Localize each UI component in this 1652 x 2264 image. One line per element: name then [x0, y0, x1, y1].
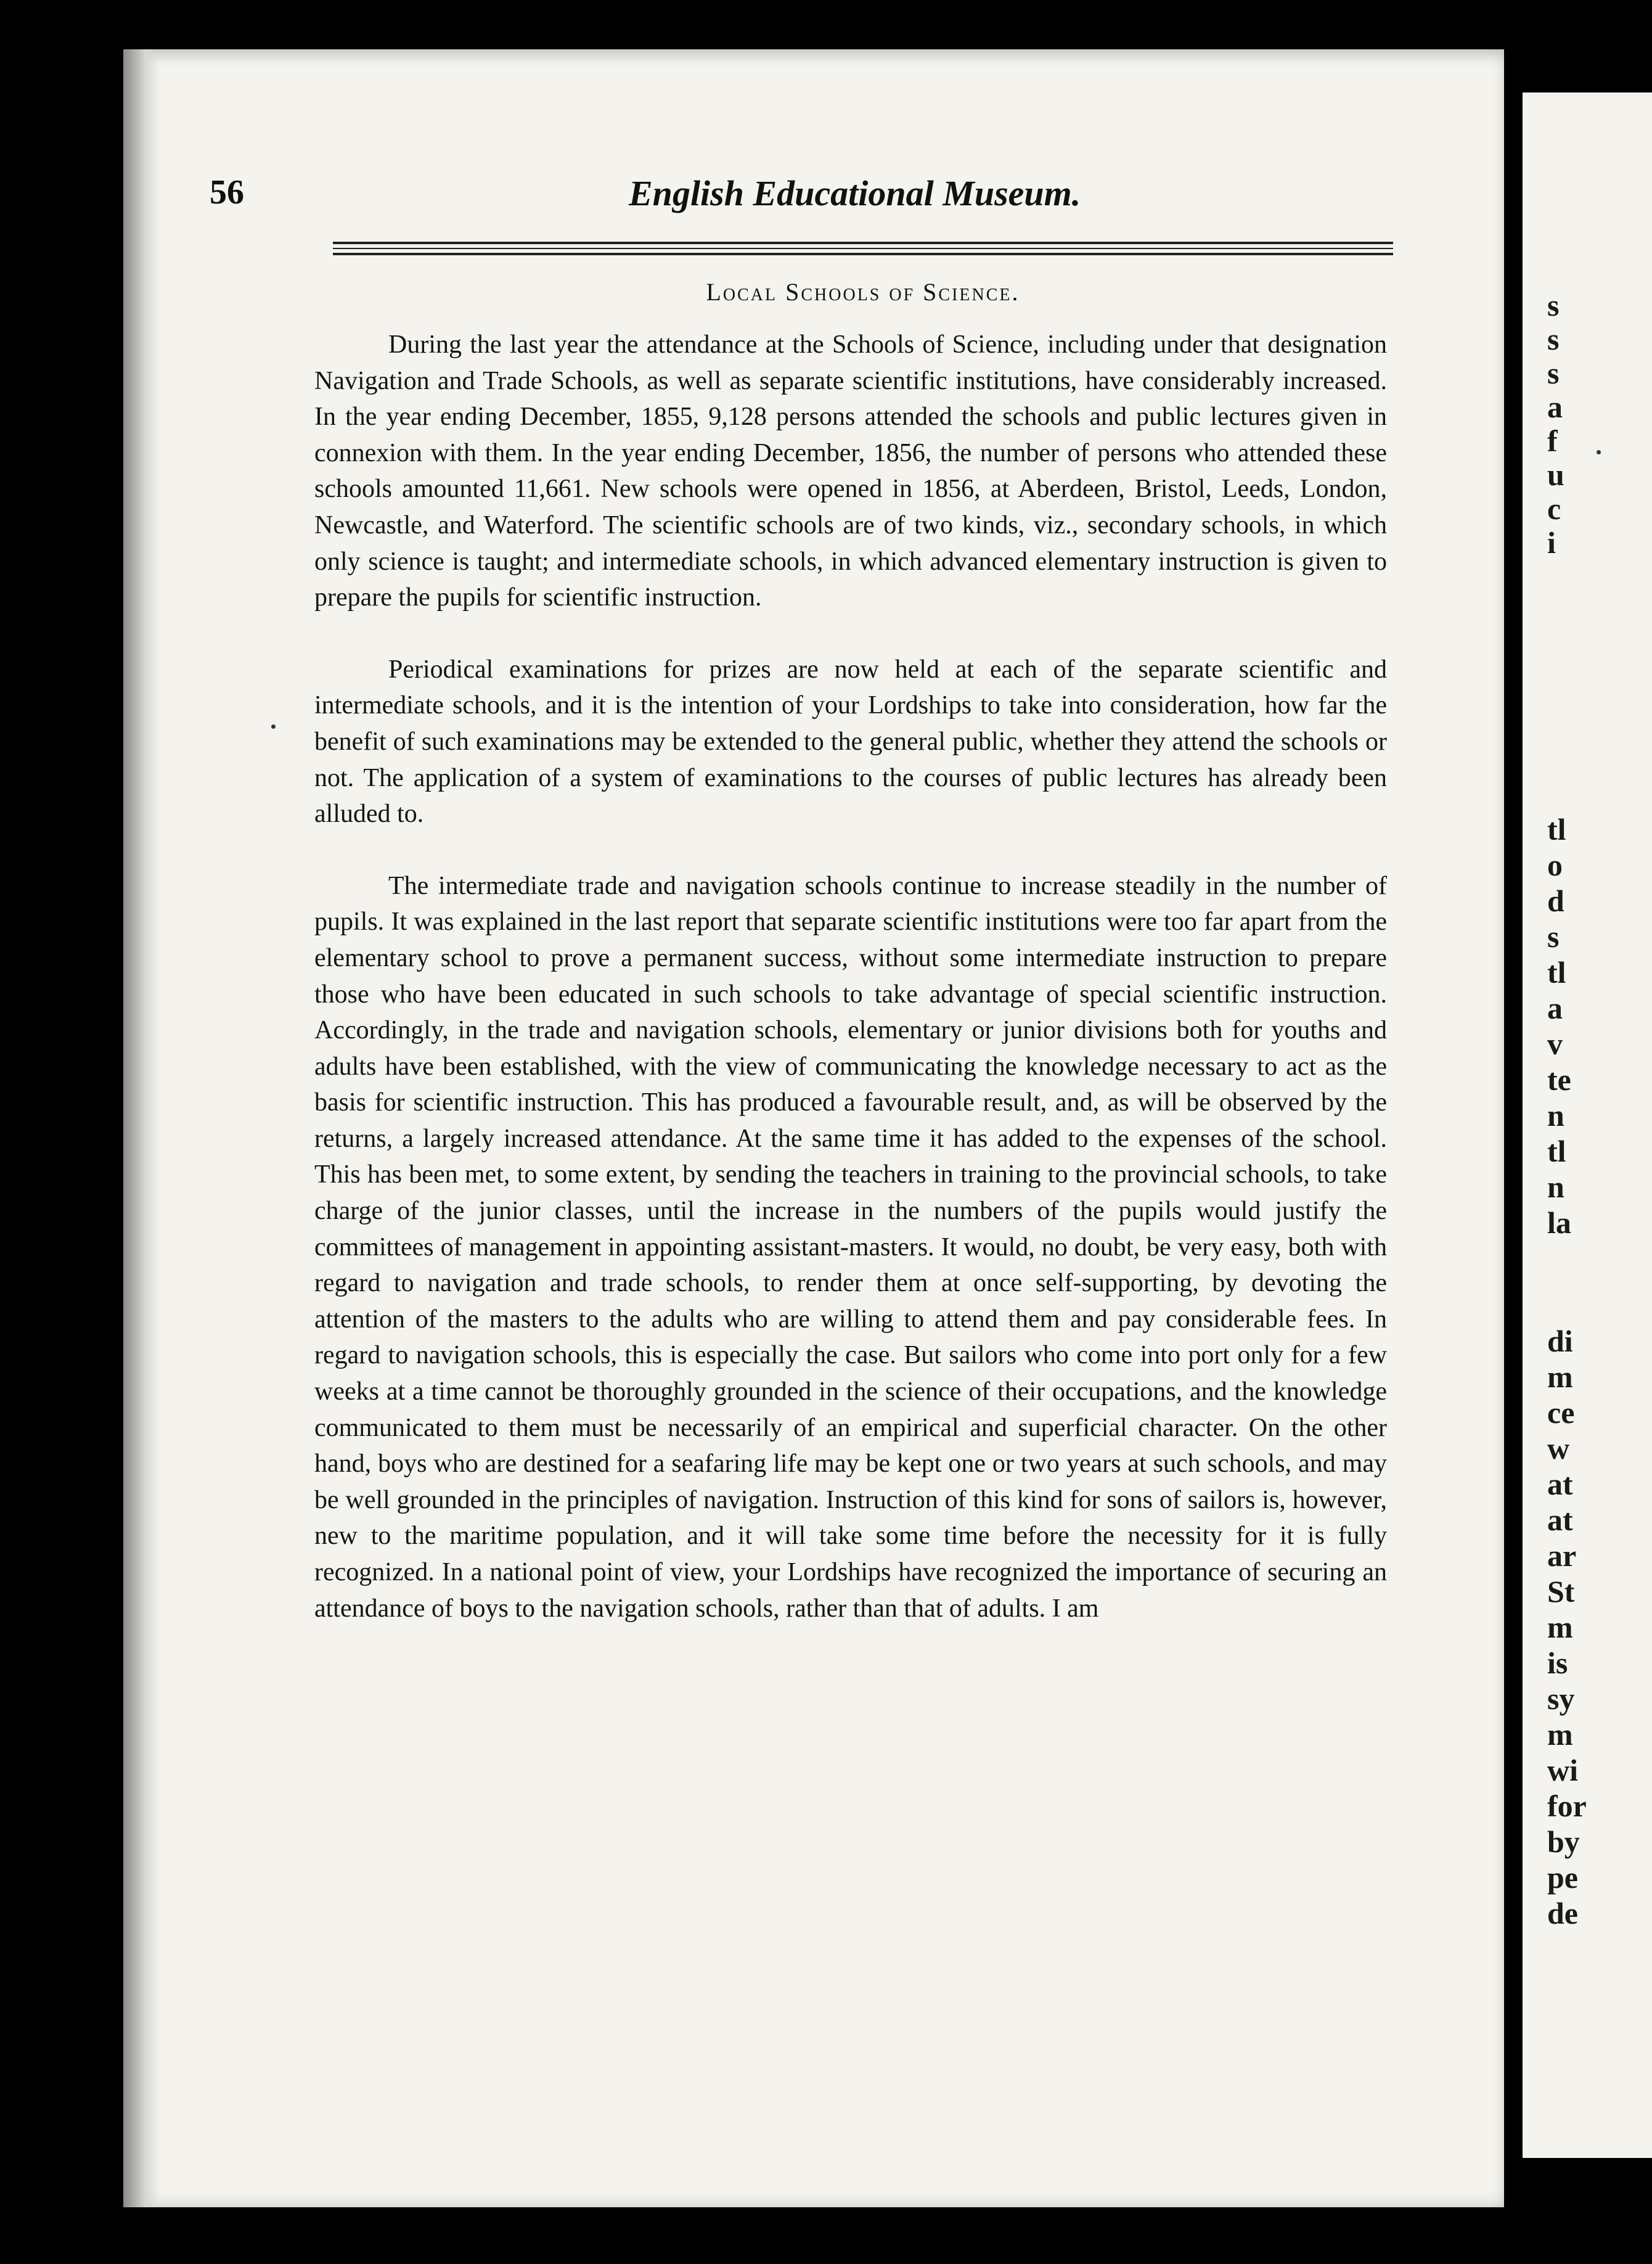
facing-page-fragment: ar [1547, 1538, 1577, 1573]
paragraph: Periodical examinations for prizes are now held at each of the separate scientific and intermediate schools, and it is the intention of your Lordships to take into consideration, how far the benefit of such examinations may be extended to the general public, whether they attend the schools or not. The application of a system of examinations to the courses of public lectures has already been alluded to. [314, 655, 1387, 829]
page-gutter [123, 49, 160, 2207]
header-rule [333, 248, 1393, 249]
running-head: English Educational Museum. [629, 173, 1081, 213]
facing-page-fragment: for [1547, 1789, 1587, 1823]
margin-speck [1597, 450, 1601, 454]
facing-page-fragment: o [1547, 848, 1563, 882]
facing-page-fragment: pe [1547, 1860, 1578, 1895]
header-rule [333, 253, 1393, 255]
facing-page-fragment: te [1547, 1062, 1571, 1097]
facing-page-fragment: m [1547, 1360, 1573, 1394]
facing-page-fragment: at [1547, 1503, 1573, 1537]
facing-page-fragment: a [1547, 991, 1563, 1025]
facing-page-fragment: wi [1547, 1753, 1578, 1787]
page-number: 56 [210, 173, 244, 211]
paragraph: During the last year the attendance at the Schools of Science, including under that designation Navigation and Trade Schools, as well as separate scientific institutions, have considerably increased. In the year ending December, 1855, 9,128 persons attended the schools and public lectures given in connexion with them. In the year ending December, 1856, the number of persons who attended these schools amounted 11,661. New schools were opened in 1856, at Aberdeen, Bristol, Leeds, London, Newcastle, and Waterford. The scientific schools are of two kinds, viz., secondary schools, in which only science is taught; and intermediate schools, in which advanced elementary instruction is given to prepare the pupils for scientific instruction. [314, 330, 1387, 612]
paragraph: The intermediate trade and navigation schools continue to increase steadily in the number of pupils. It was explained in the last report that separate scientific institutions were too far apart from the elementary school to prove a permanent success, without some intermediate instruction to prepare those who have been educated in such schools to take advantage of special scientific instruction. Accordingly, in the trade and navigation schools, elementary or junior divisions both for youths and adults have been established, with the view of communicating the knowledge necessary to act as the basis for scientific instruction. This has produced a favourable result, and, as will be observed by the returns, a largely increased attendance. At the same time it has added to the expenses of the school. This has been met, to some extent, by sending the teachers in training to the provincial schools, to take charge of the junior classes, until the increase in the numbers of the pupils would justify the committees of management in appointing assistant-masters. It would, no doubt, be very easy, both with regard to navigation and trade schools, to render them at once self-supporting, by devoting the attention of the masters to the adults who are willing to attend them and pay considerable fees. In regard to navigation schools, this is especially the case. But sailors who come into port only for a few weeks at a time cannot be thoroughly grounded in the science of their occupations, and the knowledge communicated to them must be necessarily of an empirical and superficial character. On the other hand, boys who are destined for a seafaring life may be kept one or two years at such schools, and may be well grounded in the principles of navigation. Instruction of this kind for sons of sailors is, however, new to the maritime population, and it will take some time before the necessity for it is fully recognized. In a national point of view, your Lordships have recognized the importance of securing an attendance of boys to the navigation schools, rather than that of adults. I am [314, 871, 1387, 1623]
facing-page-fragment: a [1547, 390, 1563, 424]
facing-page-fragment: w [1547, 1431, 1570, 1466]
facing-page-fragment: n [1547, 1170, 1564, 1204]
facing-page-fragment: tl [1547, 955, 1566, 990]
facing-page-fragment: s [1547, 919, 1560, 954]
facing-page-fragment: by [1547, 1824, 1580, 1859]
facing-page-fragment: c [1547, 491, 1561, 526]
facing-page-fragment: at [1547, 1467, 1573, 1501]
facing-page-fragment: is [1547, 1646, 1568, 1680]
facing-page-fragment: ce [1547, 1395, 1575, 1430]
facing-page-fragment: d [1547, 884, 1564, 918]
facing-page-fragment: s [1547, 322, 1560, 356]
facing-page-fragment: di [1547, 1324, 1573, 1358]
body-text [314, 327, 1387, 1626]
facing-page-fragment: m [1547, 1610, 1573, 1644]
facing-page-fragment: s [1547, 356, 1560, 390]
facing-page-fragment: St [1547, 1574, 1575, 1609]
facing-page-fragment: sy [1547, 1681, 1575, 1716]
facing-page-fragment: i [1547, 525, 1556, 560]
facing-page-edge [1523, 92, 1652, 2158]
page-header [210, 173, 1393, 222]
facing-page-fragment: v [1547, 1027, 1563, 1061]
facing-page-fragment: tl [1547, 1134, 1566, 1168]
facing-page-fragment: m [1547, 1717, 1573, 1752]
facing-page-fragment: f [1547, 424, 1558, 458]
facing-page-fragment: u [1547, 457, 1564, 492]
header-rule [333, 242, 1393, 244]
facing-page-fragment: n [1547, 1098, 1564, 1133]
margin-speck [271, 724, 276, 729]
facing-page-fragment: s [1547, 288, 1560, 322]
facing-page-fragment: tl [1547, 812, 1566, 847]
section-title: Local Schools of Science. [706, 278, 1020, 306]
facing-page-fragment: la [1547, 1205, 1571, 1240]
facing-page-fragment: de [1547, 1896, 1578, 1930]
